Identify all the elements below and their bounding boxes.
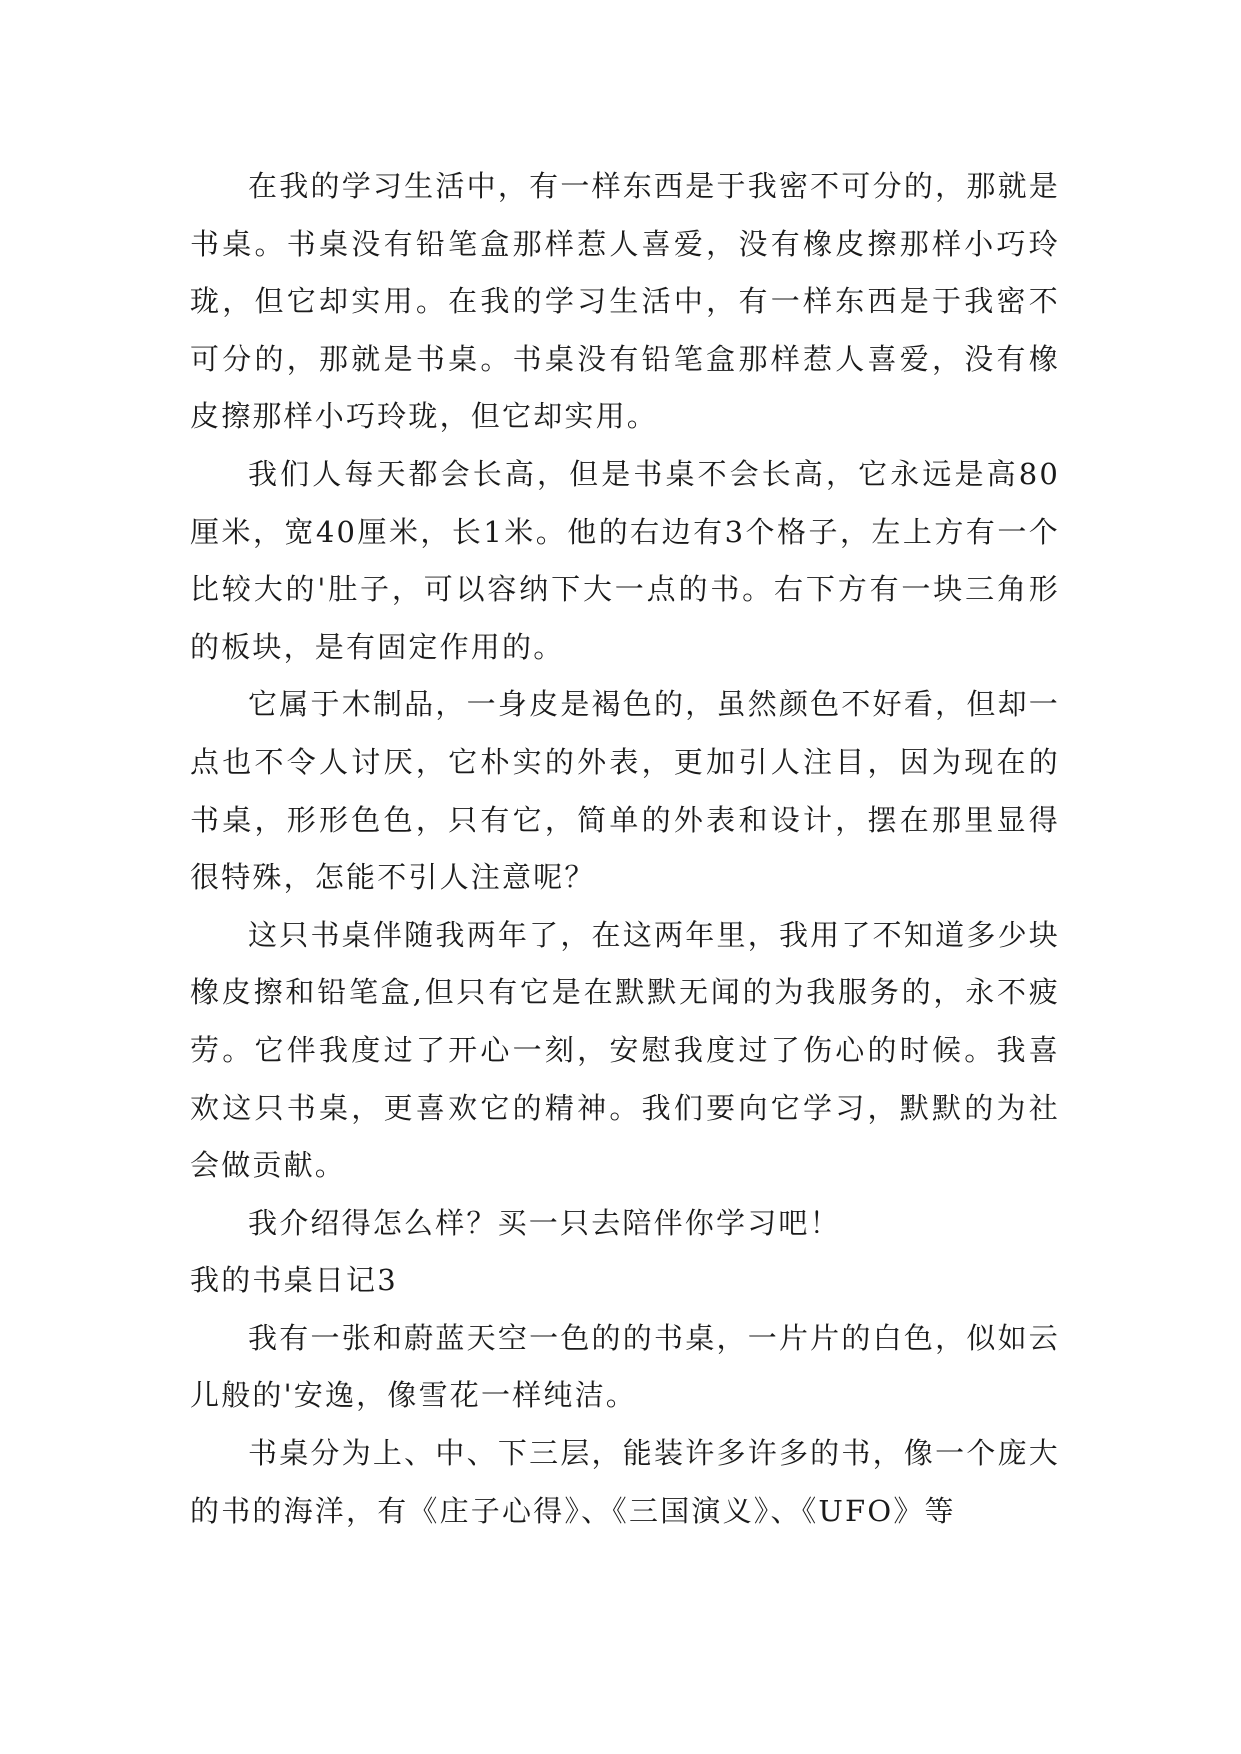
section-title: 我的书桌日记3	[190, 1263, 398, 1298]
paragraph: 我介绍得怎么样？买一只去陪伴你学习吧！	[248, 1205, 841, 1240]
paragraph: 我们人每天都会长高，但是书桌不会长高，它永远是高80厘米，宽40厘米，长1米。他的右边有3个格子，左上方有一个比较大的'肚子，可以容纳下大一点的书。右下方有一块三角形的板块，是有固定作用的。	[190, 456, 1060, 664]
paragraph: 我有一张和蔚蓝天空一色的的书桌，一片片的白色，似如云儿般的'安逸，像雪花一样纯洁。	[190, 1320, 1060, 1413]
document-body	[190, 158, 1060, 1540]
paragraph: 书桌分为上、中、下三层，能装许多许多的书，像一个庞大的书的海洋，有《庄子心得》、《三国演义》、《UFO》等	[190, 1436, 1060, 1528]
paragraph: 它属于木制品，一身皮是褐色的，虽然颜色不好看，但却一点也不令人讨厌，它朴实的外表，更加引人注目，因为现在的书桌，形形色色，只有它，简单的外表和设计，摆在那里显得很特殊，怎能不引人注意呢？	[190, 687, 1060, 895]
paragraph: 在我的学习生活中，有一样东西是于我密不可分的，那就是书桌。书桌没有铅笔盒那样惹人喜爱，没有橡皮擦那样小巧玲珑，但它却实用。在我的学习生活中，有一样东西是于我密不可分的，那就是书桌。书桌没有铅笔盒那样惹人喜爱，没有橡皮擦那样小巧玲珑，但它却实用。	[190, 169, 1060, 434]
paragraph: 这只书桌伴随我两年了，在这两年里，我用了不知道多少块橡皮擦和铅笔盒,但只有它是在默默无闻的为我服务的，永不疲劳。它伴我度过了开心一刻，安慰我度过了伤心的时候。我喜欢这只书桌，更喜欢它的精神。我们要向它学习，默默的为社会做贡献。	[190, 917, 1060, 1183]
